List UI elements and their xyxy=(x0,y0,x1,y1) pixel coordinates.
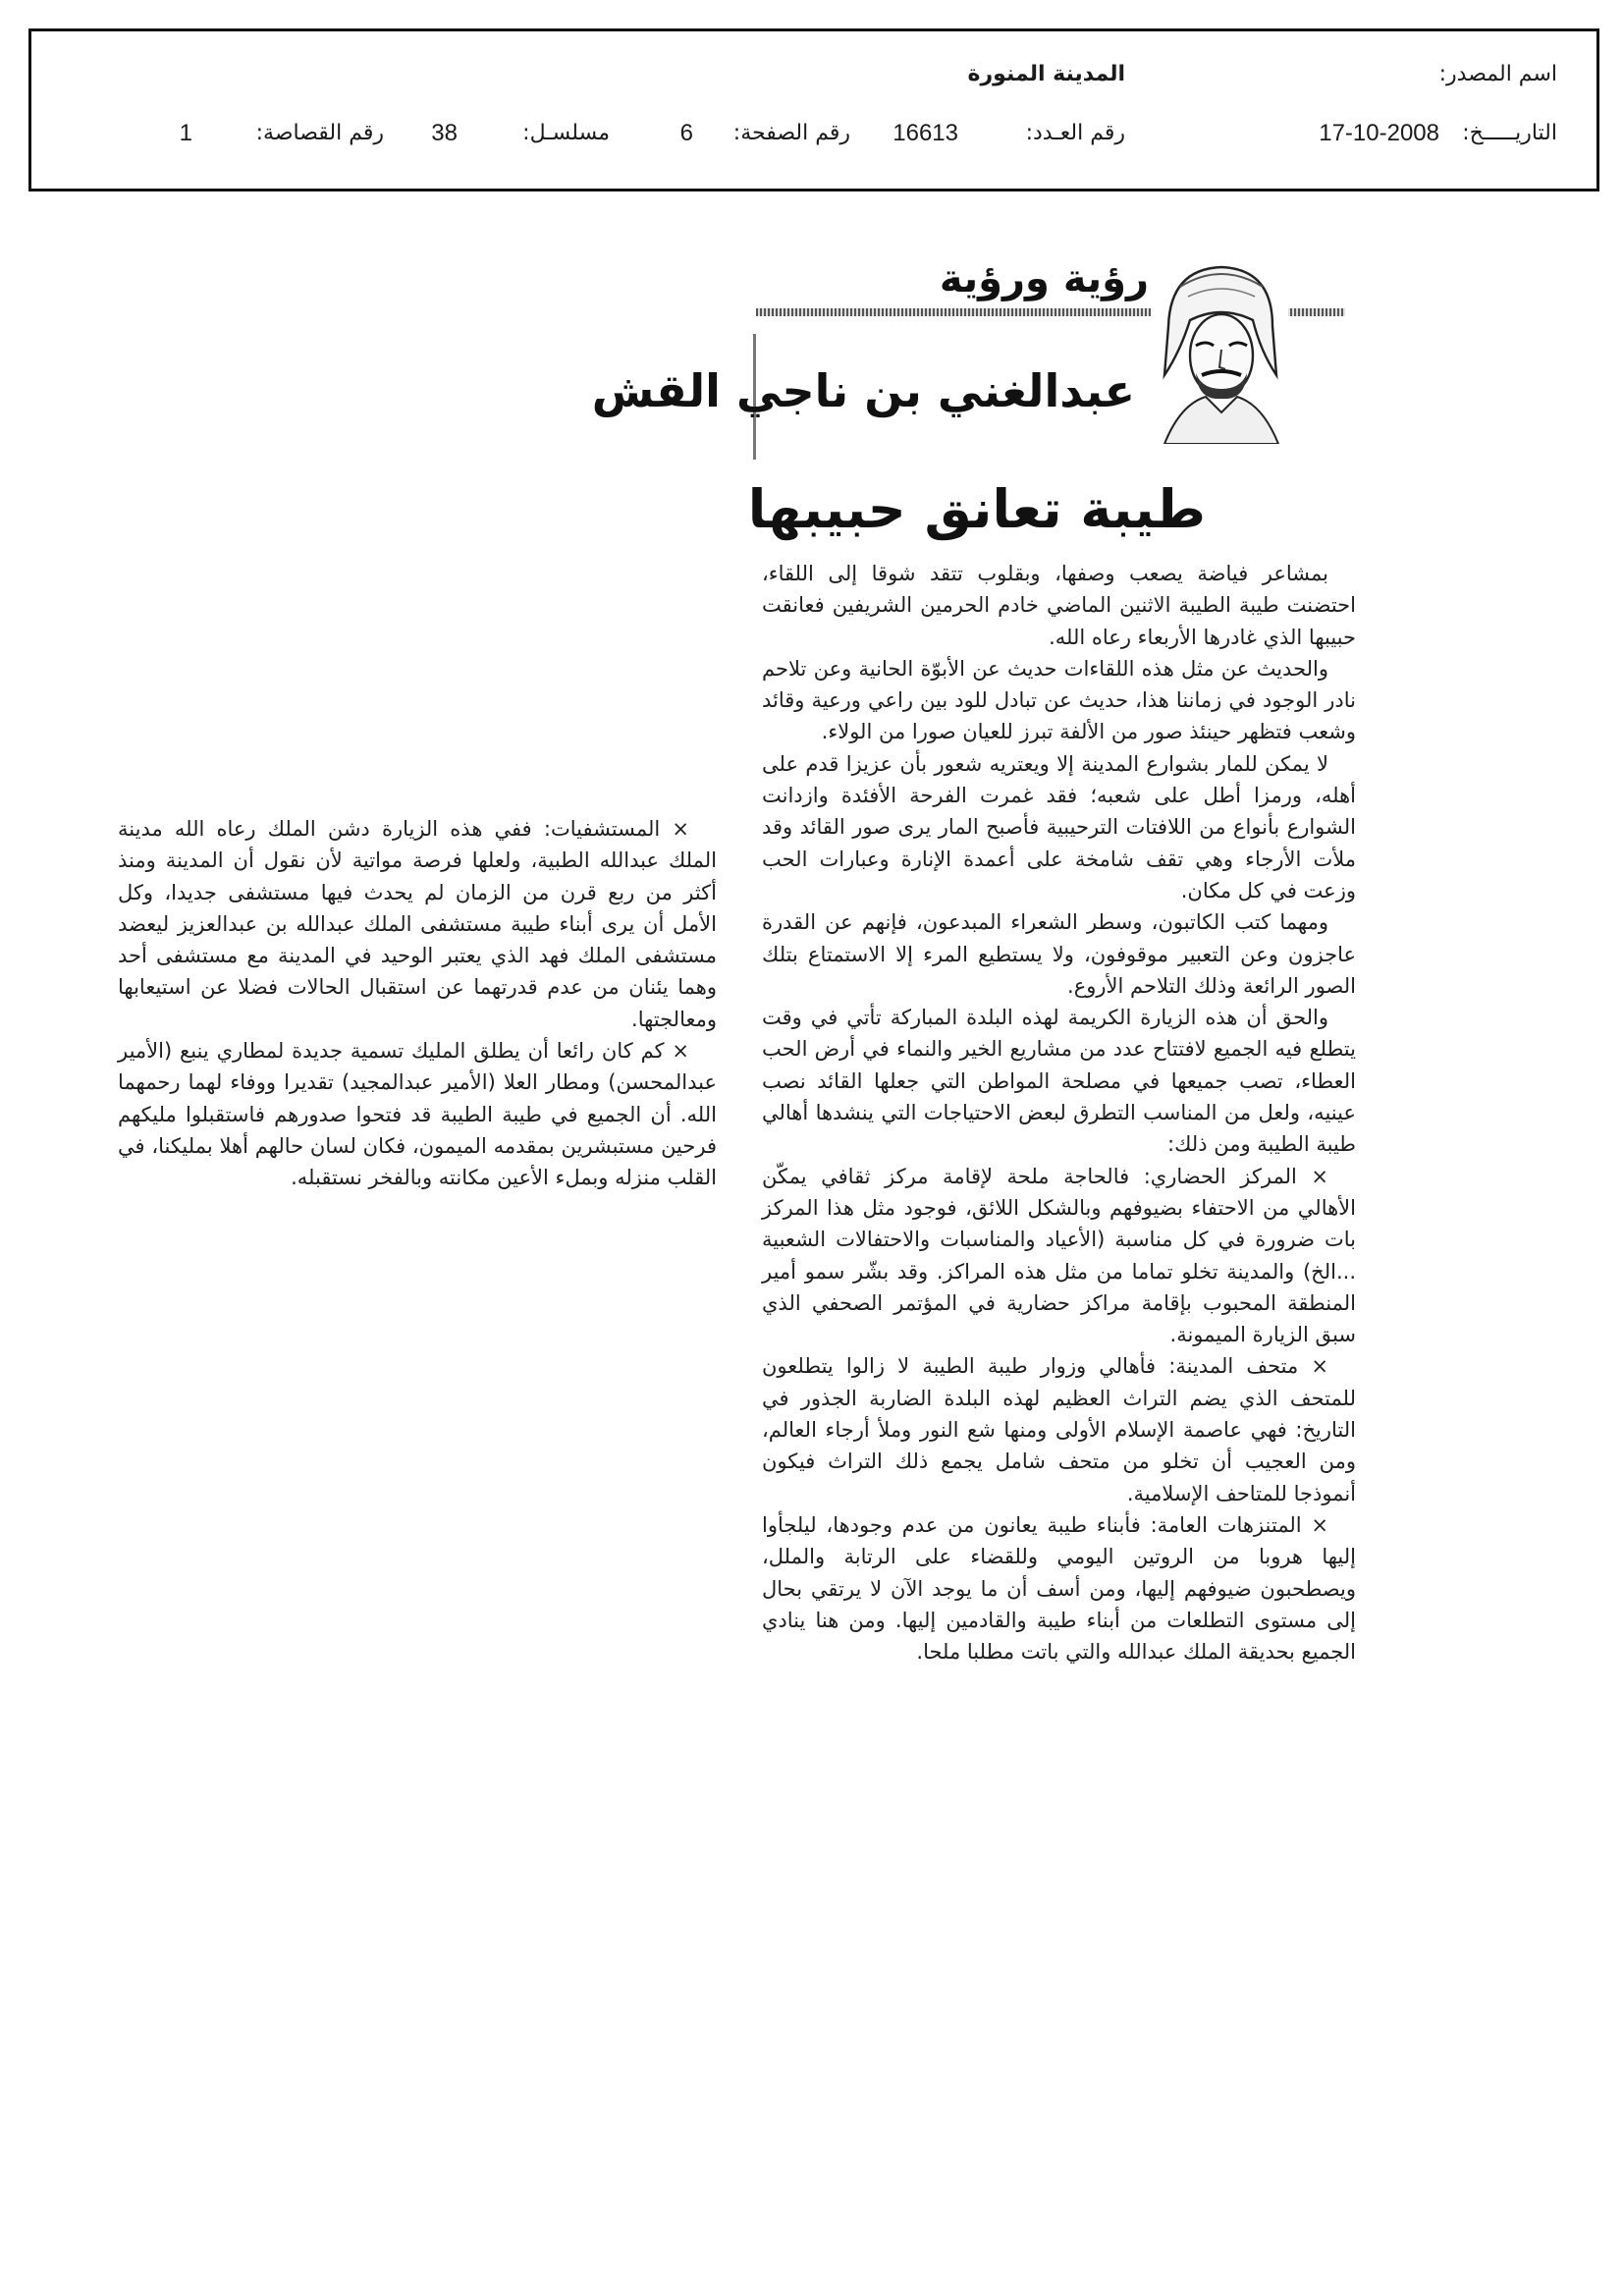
source-value: المدينة المنورة xyxy=(967,62,1125,86)
article-body-right-column xyxy=(762,558,1356,1667)
page-label: رقم الصفحة: xyxy=(732,121,850,145)
serial-label: مسلسـل: xyxy=(522,121,610,145)
body-paragraph: ومهما كتب الكاتبون، وسطر الشعراء المبدعون، فإنهم عن القدرة عاجزون وعن التعبير موقوفون، ولا يستطيع المرء إلا الاستمتاع بتلك الصور الرائعة وذلك التلاحم الأروع. xyxy=(762,910,1356,998)
issue-label: رقم العـدد: xyxy=(1025,121,1125,145)
author-name: عبدالغني بن ناجي القش xyxy=(591,364,1135,417)
body-paragraph: لا يمكن للمار بشوارع المدينة إلا ويعتريه شعور بأن عزيزا قدم على أهله، ورمزا أطل على شعبه؛ فقد غمرت الفرحة الأفئدة وازدانت الشوارع بأنواع من اللافتات الترحيبية فأصبح المار يرى صور القائد وقد ملأت الأرجاء وهي تقف شامخة على أعمدة الإنارة وعبارات الحب وزعت في كل مكان. xyxy=(762,751,1356,902)
serial-value: 38 xyxy=(431,120,458,146)
clip-value: 1 xyxy=(179,120,192,146)
issue-value: 16613 xyxy=(893,120,958,146)
page-value: 6 xyxy=(679,120,693,146)
source-label: اسم المصدر: xyxy=(1438,62,1557,86)
body-paragraph: × كم كان رائعا أن يطلق المليك تسمية جديدة لمطاري ينبع (الأمير عبدالمحسن) ومطار العلا (الأمير عبدالمجيد) تقديرا ووفاء لهما رحمهما الله. أن الجميع في طيبة الطيبة قد فتحوا صدورهم فاستقبلوا مليكهم فرحين مستبشرين بمقدمه الميمون، فكان لسان حالهم أهلا بمليكنا، في القلب منزله وبملء الأعين مكانته وبالفخر نستقبله. xyxy=(118,1039,717,1190)
body-paragraph: × متحف المدينة: فأهالي وزوار طيبة الطيبة لا زالوا يتطلعون للمتحف الذي يضم التراث العظيم لهذه البلدة الضاربة الجذور في التاريخ: فهي عاصمة الإسلام الأولى ومنها شع النور وملأ أرجاء العالم، ومن العجيب أن تخلو من متحف شامل يجمع ذلك التراث فيكون أنموذجا للمتاحف الإسلامية. xyxy=(762,1354,1356,1505)
article-title: طيبة تعانق حبيبها xyxy=(747,478,1206,540)
clip-label: رقم القصاصة: xyxy=(255,121,384,145)
date-label: التاريـــــخ: xyxy=(1462,121,1557,145)
date-value: 17-10-2008 xyxy=(1319,120,1439,146)
author-photo xyxy=(1151,257,1288,444)
body-paragraph: بمشاعر فياضة يصعب وصفها، وبقلوب تتقد شوقا إلى اللقاء، احتضنت طيبة الطيبة الاثنين الماضي خادم الحرمين الشريفين فعانقت حبيبها الذي غادرها الأربعاء رعاه الله. xyxy=(762,562,1356,649)
body-paragraph: والحديث عن مثل هذه اللقاءات حديث عن الأبوّة الحانية وعن تلاحم نادر الوجود في زماننا هذا، حديث عن تبادل للود بين راعي ورعية وقائد وشعب فتظهر حينئذ صور من الألفة تبرز للعيان صورا من الولاء. xyxy=(762,656,1356,744)
article-body-left-column xyxy=(118,813,717,1194)
body-paragraph: والحق أن هذه الزيارة الكريمة لهذه البلدة المباركة تأتي في وقت يتطلع فيه الجميع لافتتاح عدد من مشاريع الخير والنماء في أرض الحب العطاء، تصب جميعها في مصلحة المواطن التي جعلها القائد نصب عينيه، ولعل من المناسب التطرق لبعض الاحتياجات التي ينشدها أهالي طيبة الطيبة ومن ذلك: xyxy=(762,1006,1356,1157)
clipping-header-box xyxy=(28,28,1599,191)
body-paragraph: × المتنزهات العامة: فأبناء طيبة يعانون من عدم وجودها، ليلجأوا إليها هروبا من الروتين اليومي وللقضاء على الرتابة والملل، ويصطحبون ضيوفهم إليها، ومن أسف أن ما يوجد الآن لا يرتقي بحال إلى مستوى التطلعات من أبناء طيبة والقادمين إليها. ومن هنا ينادي الجميع بحديقة الملك عبدالله والتي باتت مطلبا ملحا. xyxy=(762,1512,1356,1665)
column-title: رؤية ورؤية xyxy=(939,256,1149,301)
body-paragraph: × المركز الحضاري: فالحاجة ملحة لإقامة مركز ثقافي يمكّن الأهالي من الاحتفاء بضيوفهم وبالشكل اللائق، فوجود مثل هذا المركز بات ضرورة في كل مناسبة (الأعياد والمناسبات والاحتفالات الشعبية ...الخ) والمدينة تخلو تماما من مثل هذه المراكز. وقد بشّر سمو أمير المنطقة المحبوب بإقامة مراكز حضارية في المؤتمر الصحفي الذي سبق الزيارة الميمونة. xyxy=(762,1164,1356,1347)
body-paragraph: × المستشفيات: ففي هذه الزيارة دشن الملك رعاه الله مدينة الملك عبدالله الطبية، ولعلها فرصة مواتية لأن نقول أن المدينة ومنذ أكثر من ربع قرن من الزمان لم يحدث فيها مستشفى جديدا، وكل الأمل أن يرى أبناء طيبة مستشفى الملك عبدالله بن عبدالعزيز ليعضد مستشفى الملك فهد الذي يعتبر الوحيد في المدينة مع مستشفى أحد وهما يئنان من عدم قدرتهما عن استقبال الحالات فضلا عن استيعابها ومعالجتها. xyxy=(118,817,717,1031)
